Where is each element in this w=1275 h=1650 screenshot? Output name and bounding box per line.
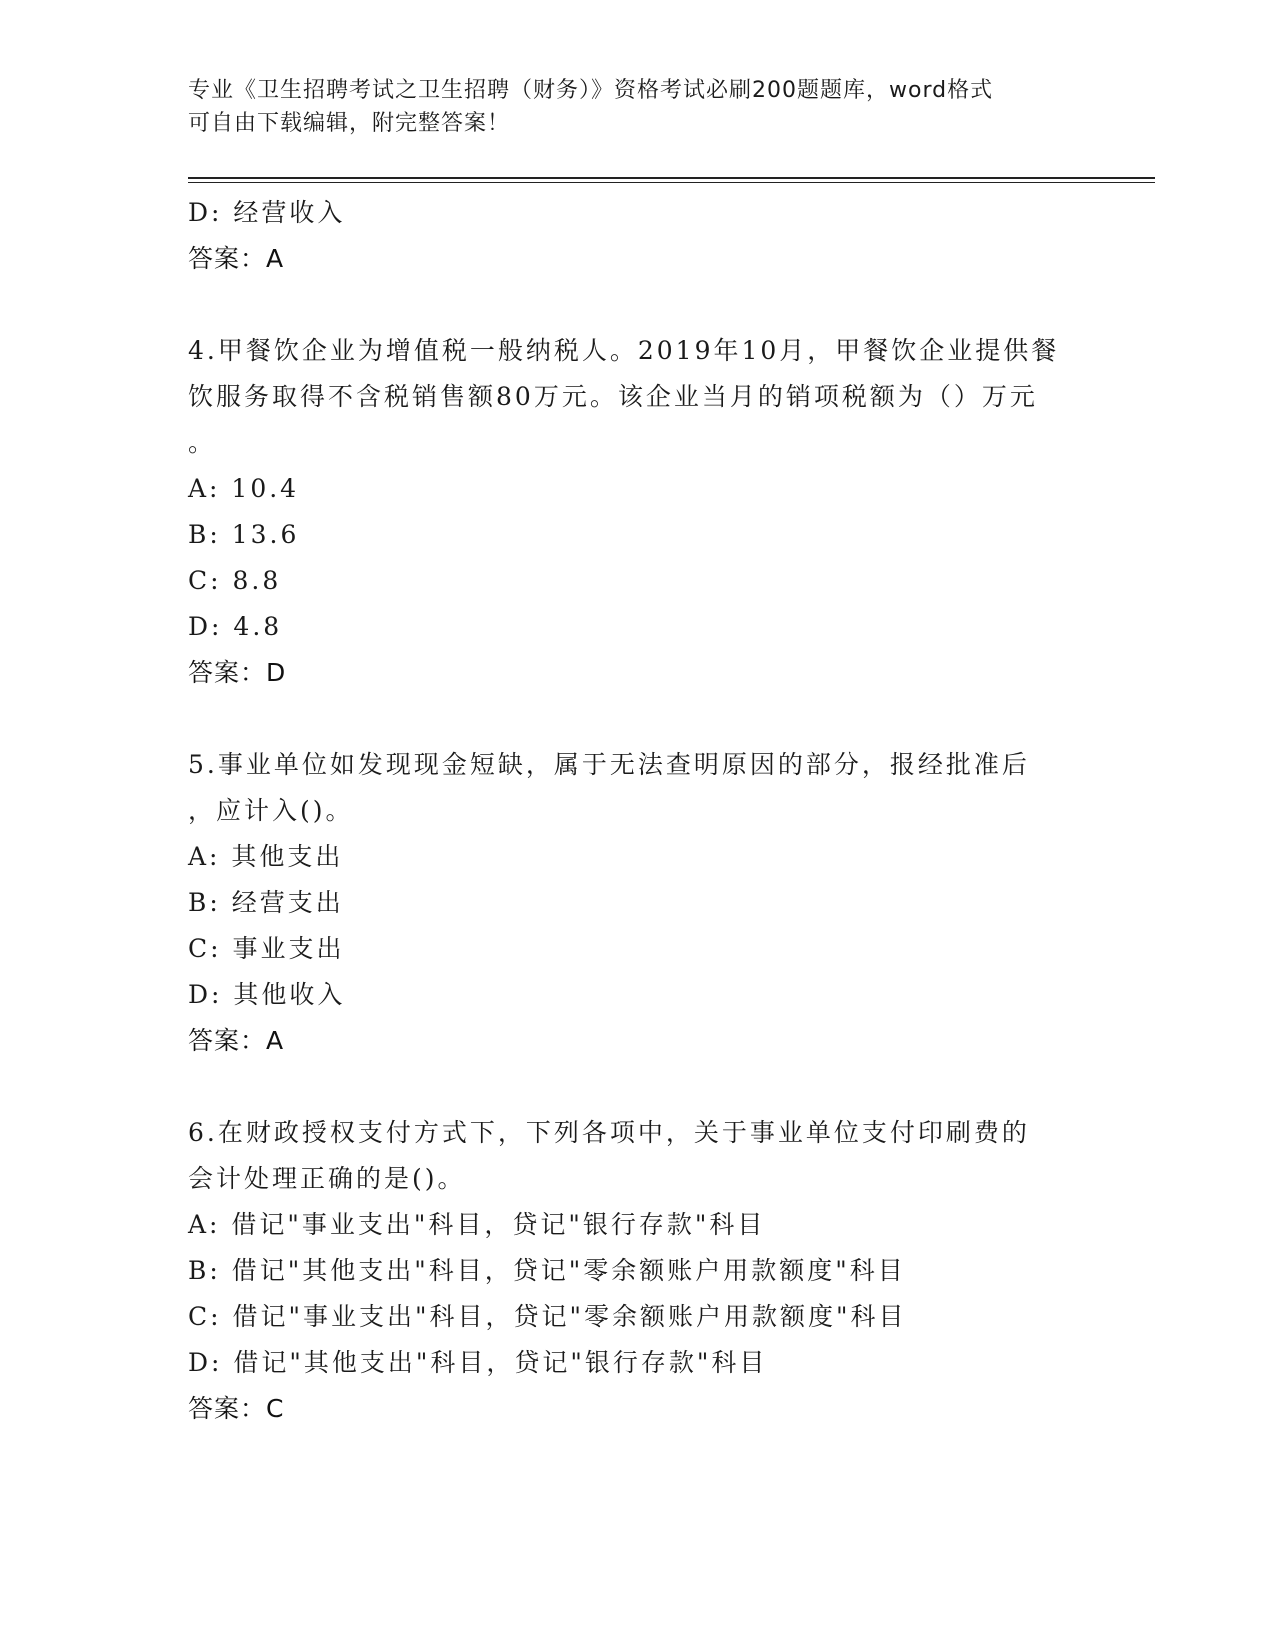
answer: 答案：A <box>188 1026 285 1055</box>
option-c: C: 8.8 <box>188 566 282 595</box>
header-divider-thick <box>188 177 1155 179</box>
spacer <box>188 1064 1088 1110</box>
option-a: A: 借记"事业支出"科目，贷记"银行存款"科目 <box>188 1210 766 1239</box>
question-text-line: 饮服务取得不含税销售额80万元。该企业当月的销项税额为（）万元 <box>188 382 1038 411</box>
option-d: D: 4.8 <box>188 612 283 641</box>
question-text-line: 。 <box>188 428 217 457</box>
answer: 答案：A <box>188 244 285 273</box>
header-title-line-2: 可自由下载编辑，附完整答案！ <box>188 111 511 136</box>
option-b: B: 13.6 <box>188 520 300 549</box>
document-header <box>188 74 1068 140</box>
option-a: A: 10.4 <box>188 474 300 503</box>
option-d: D: 经营收入 <box>188 198 346 227</box>
question-text-line: 4.甲餐饮企业为增值税一般纳税人。2019年10月，甲餐饮企业提供餐 <box>188 336 1060 365</box>
question-text-line: 会计处理正确的是()。 <box>188 1164 466 1193</box>
option-b: B: 借记"其他支出"科目，贷记"零余额账户用款额度"科目 <box>188 1256 906 1285</box>
spacer <box>188 696 1088 742</box>
option-d: D: 其他收入 <box>188 980 346 1009</box>
question-text-line: 6.在财政授权支付方式下，下列各项中，关于事业单位支付印刷费的 <box>188 1118 1030 1147</box>
question-text-line: 5.事业单位如发现现金短缺，属于无法查明原因的部分，报经批准后 <box>188 750 1030 779</box>
question-text-line: ，应计入()。 <box>188 796 354 825</box>
answer: 答案：D <box>188 658 287 687</box>
question-4 <box>188 328 1088 696</box>
header-title-line-1: 专业《卫生招聘考试之卫生招聘（财务）》资格考试必刷200题题库，word格式 <box>188 78 994 103</box>
answer: 答案：C <box>188 1394 285 1423</box>
question-3-tail <box>188 190 1088 282</box>
question-5 <box>188 742 1088 1064</box>
header-divider-thin <box>188 182 1155 183</box>
document-body <box>188 190 1088 1432</box>
question-6 <box>188 1110 1088 1432</box>
option-d: D: 借记"其他支出"科目，贷记"银行存款"科目 <box>188 1348 768 1377</box>
option-b: B: 经营支出 <box>188 888 344 917</box>
option-a: A: 其他支出 <box>188 842 344 871</box>
option-c: C: 事业支出 <box>188 934 345 963</box>
option-c: C: 借记"事业支出"科目，贷记"零余额账户用款额度"科目 <box>188 1302 907 1331</box>
spacer <box>188 282 1088 328</box>
